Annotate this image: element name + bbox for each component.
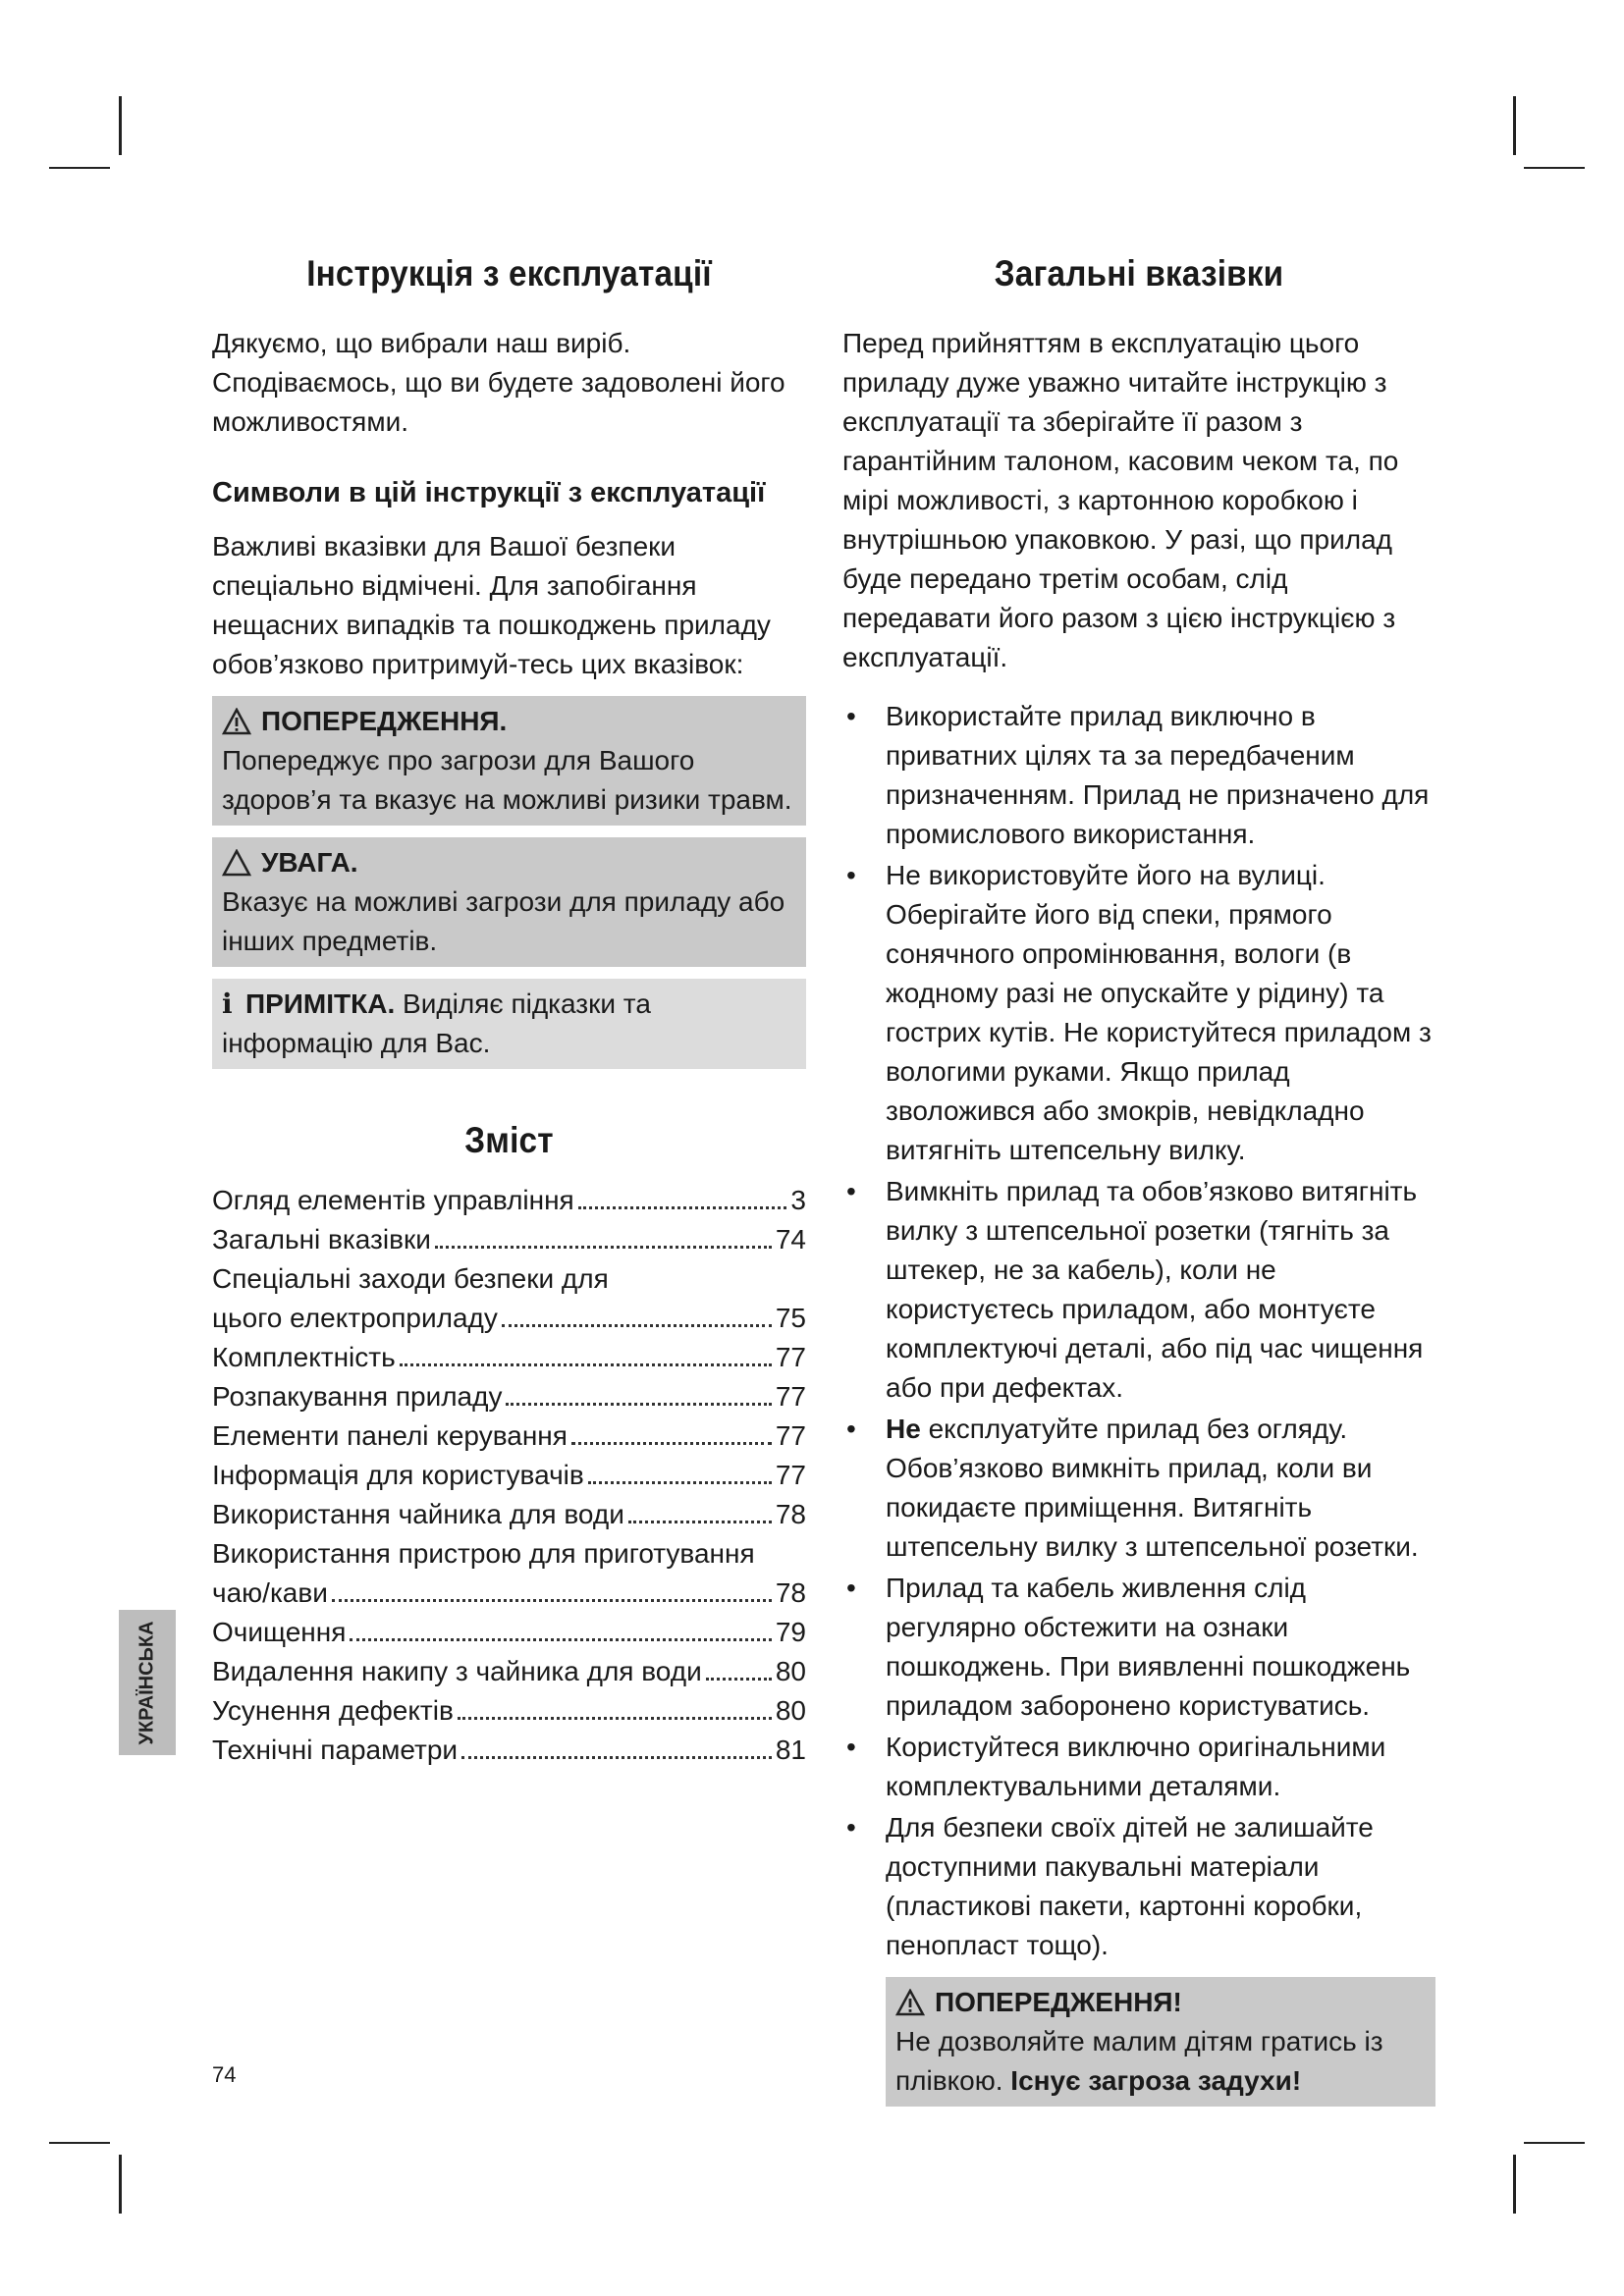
toc-entry: Елементи панелі керування 77: [212, 1420, 806, 1451]
general-intro: Перед прийняттям в експлуатацію цього приладу дуже уважно читайте інструкцію з експлуатації та зберігайте її разом з гарантійним талоном, касовим чеком та, по мірі можливості, з картонною коробкою і внутрішньою упаковкою. У разі, що прилад буде передано третім особам, слід передавати його разом з цією інструкцією з експлуатації.: [842, 328, 1399, 672]
warning-triangle-icon: [895, 1989, 925, 2016]
toc-entry: Технічні параметри 81: [212, 1735, 806, 1765]
crop-mark: [119, 2155, 122, 2214]
right-column: [842, 253, 1435, 2107]
warning-label: ПОПЕРЕДЖЕННЯ.: [261, 706, 508, 736]
list-item: • Користуйтеся виключно оригінальними комплектувальними деталями.: [846, 1732, 1386, 1801]
crop-mark: [1513, 96, 1516, 155]
caution-box: [212, 837, 806, 967]
toc-entry: Використання пристрою для приготування: [212, 1538, 755, 1569]
crop-mark: [49, 2142, 110, 2144]
crop-mark: [119, 96, 122, 155]
intro-text: Дякуємо, що вибрали наш виріб. Сподіваємось, що ви будете задоволені його можливостями.: [212, 328, 785, 437]
list-item: • Не експлуатуйте прилад без огляду. Обов’язково вимкніть прилад, коли ви покидаєте приміщення. Витягніть штепсельну вилку з штепсельної розетки.: [846, 1414, 1419, 1562]
caution-triangle-icon: [222, 849, 251, 877]
toc-entry: Інформація для користувачів 77: [212, 1460, 806, 1490]
table-of-contents: [212, 1181, 806, 1770]
toc-entry: Огляд елементів управління 3: [212, 1185, 806, 1215]
list-item: • Використайте прилад виключно в приватних цілях та за передбаченим призначенням. Прилад не призначено для промислового використання.: [846, 701, 1430, 849]
language-tab: УКРАЇНСЬКА: [119, 1610, 176, 1755]
caution-label: УВАГА.: [261, 847, 358, 878]
section-title: Загальні вказівки: [994, 253, 1284, 294]
child-warning-text: Не дозволяйте малим дітям гратись із плівкою.: [895, 2026, 1383, 2096]
toc-entry: цього електроприладу 75: [212, 1303, 806, 1333]
warning-text: Попереджує про загрози для Вашого здоров’я та вказує на можливі ризики травм.: [222, 745, 792, 815]
list-item: • Для безпеки своїх дітей не залишайте доступними пакувальні матеріали (пластикові пакети, картонні коробки, пенопласт тощо).: [846, 1812, 1374, 1960]
child-warning-label: ПОПЕРЕДЖЕННЯ!: [935, 1987, 1182, 2017]
symbols-heading: Символи в цій інструкції з експлуатації: [212, 477, 766, 508]
note-box: [212, 979, 806, 1069]
toc-entry: Загальні вказівки 74: [212, 1224, 806, 1255]
page-title: Інструкція з експлуатації: [306, 253, 712, 294]
symbols-text: Важливі вказівки для Вашої безпеки спеціально відмічені. Для запобігання нещасних випадків та пошкоджень приладу обов’язково притримуй-тесь цих вказівок:: [212, 531, 771, 679]
info-icon: ℹ: [222, 988, 233, 1019]
toc-entry: Спеціальні заходи безпеки для: [212, 1263, 609, 1294]
list-item: • Вимкніть прилад та обов’язково витягніть вилку з штепсельної розетки (тягніть за штекер, не за кабель), коли не користуєтесь приладом, або монтуєте комплектуючі деталі, або під час чищення або при дефектах.: [846, 1176, 1424, 1403]
list-item: • Не використовуйте його на вулиці. Оберігайте його від спеки, прямого сонячного опромінювання, вологи (в жодному разі не опускайте у рідину) та гострих кутів. Не користуйтеся приладом з вологими руками. Якщо прилад зволожився або змокрів, невідкладно витягніть штепсельну вилку.: [846, 860, 1432, 1165]
crop-mark: [1513, 2155, 1516, 2214]
warning-box: [212, 696, 806, 826]
toc-entry: Розпакування приладу 77: [212, 1381, 806, 1412]
warning-triangle-icon: [222, 708, 251, 735]
list-item: • Прилад та кабель живлення слід регулярно обстежити на ознаки пошкоджень. При виявленні пошкоджень приладом заборонено користуватись.: [846, 1573, 1411, 1721]
toc-entry: Очищення 79: [212, 1617, 806, 1647]
child-warning-bold: Існує загроза задухи!: [1010, 2065, 1302, 2096]
toc-entry: Усунення дефектів 80: [212, 1695, 806, 1726]
crop-mark: [1524, 2142, 1585, 2144]
crop-mark: [1524, 167, 1585, 169]
caution-text: Вказує на можливі загрози для приладу або інших предметів.: [222, 886, 785, 956]
note-text: Виділяє підказки та інформацію для Вас.: [222, 988, 651, 1058]
crop-mark: [49, 167, 110, 169]
left-column: [212, 253, 806, 1770]
toc-entry: Використання чайника для води 78: [212, 1499, 806, 1529]
page-number: 74: [212, 2062, 237, 2087]
child-warning-box: [886, 1977, 1435, 2107]
toc-entry: Комплектність 77: [212, 1342, 806, 1372]
note-label: ПРИМІТКА.: [245, 988, 396, 1019]
safety-list: [842, 697, 1435, 1965]
toc-entry: чаю/кави 78: [212, 1577, 806, 1608]
toc-entry: Видалення накипу з чайника для води 80: [212, 1656, 806, 1686]
toc-title: Зміст: [464, 1120, 554, 1160]
